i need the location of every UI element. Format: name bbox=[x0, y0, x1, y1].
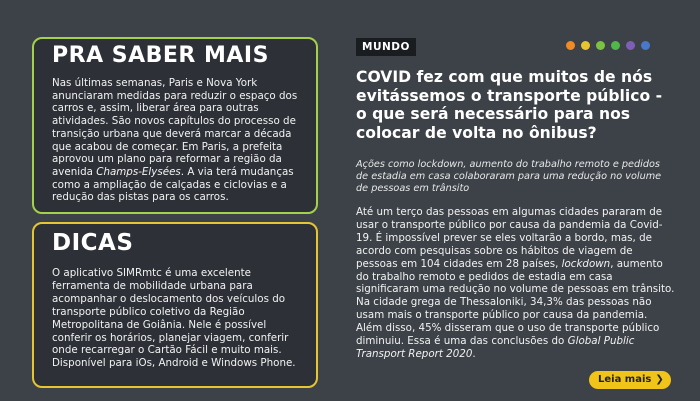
article-body-emphasis: Global Public Transport Report 2020 bbox=[356, 335, 635, 360]
color-dot bbox=[566, 41, 575, 50]
color-dot bbox=[611, 41, 620, 50]
color-dot bbox=[626, 41, 635, 50]
pra-saber-mais-text-emphasis: Champs-Elysées bbox=[96, 165, 181, 178]
color-dot bbox=[641, 41, 650, 50]
pra-saber-mais-title: PRA SABER MAIS bbox=[52, 43, 269, 68]
color-dots bbox=[566, 41, 650, 50]
color-dot bbox=[596, 41, 605, 50]
dicas-title: DICAS bbox=[52, 230, 134, 256]
pra-saber-mais-text-part: Nas últimas semanas, Paris e Nova York anunciaram medidas para reduzir o espaço dos carros e, assim, liberar área para outras atividades. São novos capítulos do processo de transição urbana que deverá marcar a década que acabou de começar. Em Paris, a prefeita aprovou um plano para reformar a região da avenida bbox=[52, 77, 298, 178]
article-headline: COVID fez com que muitos de nós evitássemos o transporte público - o que será necessário para nos colocar de volta no ônibus? bbox=[356, 68, 663, 142]
article-body bbox=[356, 206, 676, 361]
read-more-label: Leia mais bbox=[598, 374, 652, 385]
dicas-box bbox=[32, 222, 318, 388]
dicas-text: O aplicativo SIMRmtc é uma excelente ferramenta de mobilidade urbana para acompanhar o deslocamento dos veículos do transporte público coletivo da Região Metropolitana de Goiânia. Nele é possível conferir os horários, planejar viagem, conferir onde recarregar o Cartão Fácil e muito mais. Disponível para iOs, Android e Windows Phone. bbox=[52, 267, 296, 370]
pra-saber-mais-text bbox=[52, 77, 306, 204]
article-body-emphasis: lockdown bbox=[561, 257, 611, 270]
section-tag: MUNDO bbox=[356, 38, 416, 56]
read-more-button[interactable] bbox=[589, 371, 671, 389]
article-body-part: Até um terço das pessoas em algumas cidades pararam de usar o transporte público por causa da pandemia da Covid-19. É impossível prever se eles voltarão a bordo, mas, de acordo com pesquisas sobre os hábitos de viagem de pessoas em 104 cidades em 28 países, bbox=[356, 206, 663, 270]
article-subhead: Ações como lockdown, aumento do trabalho remoto e pedidos de estadia em casa colaboraram para uma redução no volume de pessoas em trânsito bbox=[356, 159, 662, 194]
article-body-part: , aumento do trabalho remoto e pedidos de estadia em casa significaram uma redução no volume de pessoas em trânsito. Na cidade grega de Thessaloniki, 34,3% das pessoas não usam mais o transporte público por causa da pandemia. Além disso, 45% disseram que o uso de transporte público diminuiu. Essa é uma das conclusões do bbox=[356, 257, 675, 348]
article-body-part: . bbox=[472, 347, 476, 360]
pra-saber-mais-text-part: . A via terá mudanças como a ampliação de calçadas e ciclovias e a redução das pistas para os carros. bbox=[52, 165, 294, 204]
pra-saber-mais-box bbox=[32, 37, 318, 214]
chevron-right-icon: ❯ bbox=[655, 374, 664, 385]
color-dot bbox=[581, 41, 590, 50]
